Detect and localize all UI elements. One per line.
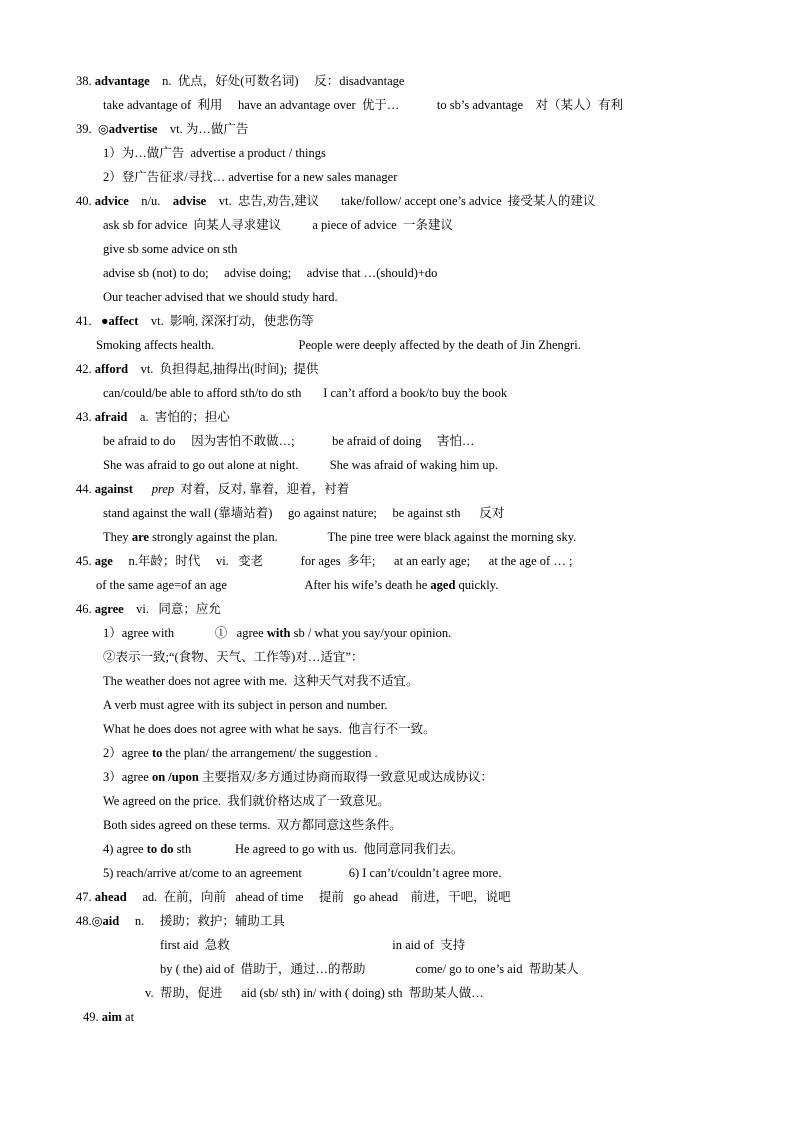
text-line — [103, 433, 474, 449]
line-text: 49. — [83, 1010, 102, 1024]
line-text: 45. — [76, 554, 95, 568]
line-text: take advantage of 利用 have an advantage over 优于… to sb’s advantage 对（某人）有利 — [103, 98, 624, 112]
line-text: Smoking affects health. People were deeply affected by the death of Jin Zhengri. — [96, 338, 581, 352]
text-line — [96, 337, 581, 353]
headword-text: ●affect — [101, 314, 139, 328]
line-text: 40. — [76, 194, 95, 208]
text-line — [76, 193, 595, 209]
line-text: stand against the wall (靠墙站着) go against nature; be against sth 反对 — [103, 506, 505, 520]
text-line — [83, 1009, 134, 1025]
text-line — [76, 553, 572, 569]
line-text: vt. 影响, 深深打动，使悲伤等 — [138, 314, 314, 328]
headword-text: ◎aid — [91, 914, 120, 928]
line-text: 3）agree — [103, 770, 152, 784]
headword-text: advise — [172, 194, 207, 208]
line-text: the plan/ the arrangement/ the suggestion . — [162, 746, 378, 760]
line-text: give sb some advice on sth — [103, 242, 238, 256]
text-line — [76, 361, 318, 377]
line-text: 44. — [76, 482, 95, 496]
headword-text: afford — [94, 362, 129, 376]
line-text: 1）agree with ① agree — [103, 626, 267, 640]
headword-text: aged — [430, 578, 456, 592]
line-text: vi. 同意；应允 — [123, 602, 221, 616]
text-line — [103, 793, 390, 809]
line-text: 48. — [76, 914, 92, 928]
line-text: 39. — [76, 122, 98, 136]
headword-text: with — [266, 626, 291, 640]
text-line — [76, 481, 349, 497]
text-line — [103, 457, 498, 473]
line-text: 4) agree — [103, 842, 147, 856]
line-text: The weather does not agree with me. 这种天气对我不适宜。 — [103, 674, 419, 688]
line-text: strongly against the plan. The pine tree were black against the morning sky. — [148, 530, 577, 544]
headword-text: to — [151, 746, 163, 760]
text-line — [145, 985, 484, 1001]
text-line — [76, 601, 221, 617]
headword-text: against — [94, 482, 133, 496]
text-line — [103, 745, 378, 761]
line-text: by ( the) aid of 借助于，通过…的帮助 come/ go to one’s aid 帮助某人 — [160, 962, 579, 976]
line-text: We agreed on the price. 我们就价格达成了一致意见。 — [103, 794, 390, 808]
headword-text: advantage — [94, 74, 150, 88]
text-line — [96, 577, 498, 593]
line-text: n.年龄；时代 vi. 变老 for ages 多年; at an early age; at the age of … ; — [112, 554, 573, 568]
headword-text: ahead — [94, 890, 127, 904]
line-text: 46. — [76, 602, 95, 616]
line-text: vt. 忠告,劝告,建议 take/follow/ accept one’s advice 接受某人的建议 — [206, 194, 596, 208]
text-line — [103, 265, 437, 281]
line-text: What he does does not agree with what he says. 他言行不一致。 — [103, 722, 436, 736]
text-line — [103, 817, 402, 833]
text-line — [76, 913, 285, 929]
line-text: vt. 负担得起,抽得出(时间); 提供 — [128, 362, 319, 376]
line-text: n. 优点，好处(可数名词) 反：disadvantage — [149, 74, 405, 88]
line-text: 对着，反对, 靠着，迎着，衬着 — [174, 482, 350, 496]
text-line — [103, 145, 326, 161]
headword-text: aim — [101, 1010, 122, 1024]
line-text: n/u. — [128, 194, 173, 208]
line-text: sb / what you say/your opinion. — [290, 626, 452, 640]
text-line — [76, 73, 404, 89]
line-text: a. 害怕的；担心 — [127, 410, 230, 424]
line-text: sth He agreed to go with us. 他同意同我们去。 — [173, 842, 464, 856]
line-text: ad. 在前，向前 ahead of time 提前 go ahead 前进，干吧，说吧 — [126, 890, 511, 904]
text-line — [103, 289, 338, 305]
line-text: be afraid to do 因为害怕不敢做…; be afraid of doing 害怕… — [103, 434, 475, 448]
text-line — [103, 865, 501, 881]
text-line — [103, 505, 504, 521]
line-text: n. 援助；救护；辅助工具 — [119, 914, 285, 928]
text-line — [103, 529, 576, 545]
text-line — [103, 721, 436, 737]
line-text: advise sb (not) to do; advise doing; advise that …(should)+do — [103, 266, 438, 280]
text-line — [103, 625, 451, 641]
headword-text: to do — [146, 842, 174, 856]
headword-text: on /upon — [151, 770, 199, 784]
line-text: prep — [151, 482, 175, 496]
text-line — [160, 937, 465, 953]
text-line — [103, 241, 237, 257]
headword-text: afraid — [94, 410, 128, 424]
text-line — [103, 673, 419, 689]
headword-text: ◎advertise — [97, 122, 158, 136]
text-line — [103, 217, 453, 233]
headword-text: advice — [94, 194, 129, 208]
text-line — [76, 409, 230, 425]
line-text: They — [103, 530, 132, 544]
text-line — [103, 385, 507, 401]
line-text: 38. — [76, 74, 95, 88]
line-text: ask sb for advice 向某人寻求建议 a piece of advice 一条建议 — [103, 218, 453, 232]
line-text — [133, 482, 152, 496]
headword-text: are — [131, 530, 149, 544]
line-text: vt. 为…做广告 — [157, 122, 249, 136]
line-text: A verb must agree with its subject in person and number. — [103, 698, 388, 712]
line-text: 2）登广告征求/寻找… advertise for a new sales manager — [103, 170, 398, 184]
line-text: 5) reach/arrive at/come to an agreement 6) I can’t/couldn’t agree more. — [103, 866, 502, 880]
text-line — [103, 769, 493, 785]
text-line — [76, 889, 511, 905]
line-text: first aid 急救 in aid of 支持 — [160, 938, 466, 952]
text-line — [76, 313, 314, 329]
text-line — [103, 697, 387, 713]
text-line — [103, 97, 623, 113]
headword-text: age — [94, 554, 113, 568]
line-text: v. 帮助，促进 aid (sb/ sth) in/ with ( doing) sth 帮助某人做… — [145, 986, 484, 1000]
line-text: Both sides agreed on these terms. 双方都同意这些条件。 — [103, 818, 402, 832]
line-text: She was afraid to go out alone at night. She was afraid of waking him up. — [103, 458, 499, 472]
text-line — [103, 841, 463, 857]
line-text: 42. — [76, 362, 95, 376]
line-text: Our teacher advised that we should study hard. — [103, 290, 338, 304]
line-text: 2）agree — [103, 746, 152, 760]
text-line — [103, 649, 363, 665]
line-text: can/could/be able to afford sth/to do sth I can’t afford a book/to buy the book — [103, 386, 508, 400]
line-text: at — [121, 1010, 135, 1024]
line-text: of the same age=of an age After his wife’s death he — [96, 578, 431, 592]
line-text: ②表示一致;“(食物、天气、工作等)对…适宜”： — [103, 650, 364, 664]
line-text: 43. — [76, 410, 95, 424]
text-line — [160, 961, 579, 977]
line-text: 主要指双/多方通过协商而取得一致意见或达成协议： — [198, 770, 493, 784]
line-text: 1）为…做广告 advertise a product / things — [103, 146, 326, 160]
line-text: 41. — [76, 314, 101, 328]
headword-text: agree — [94, 602, 124, 616]
text-line — [103, 169, 397, 185]
line-text: 47. — [76, 890, 95, 904]
text-line — [76, 121, 248, 137]
line-text: quickly. — [455, 578, 499, 592]
